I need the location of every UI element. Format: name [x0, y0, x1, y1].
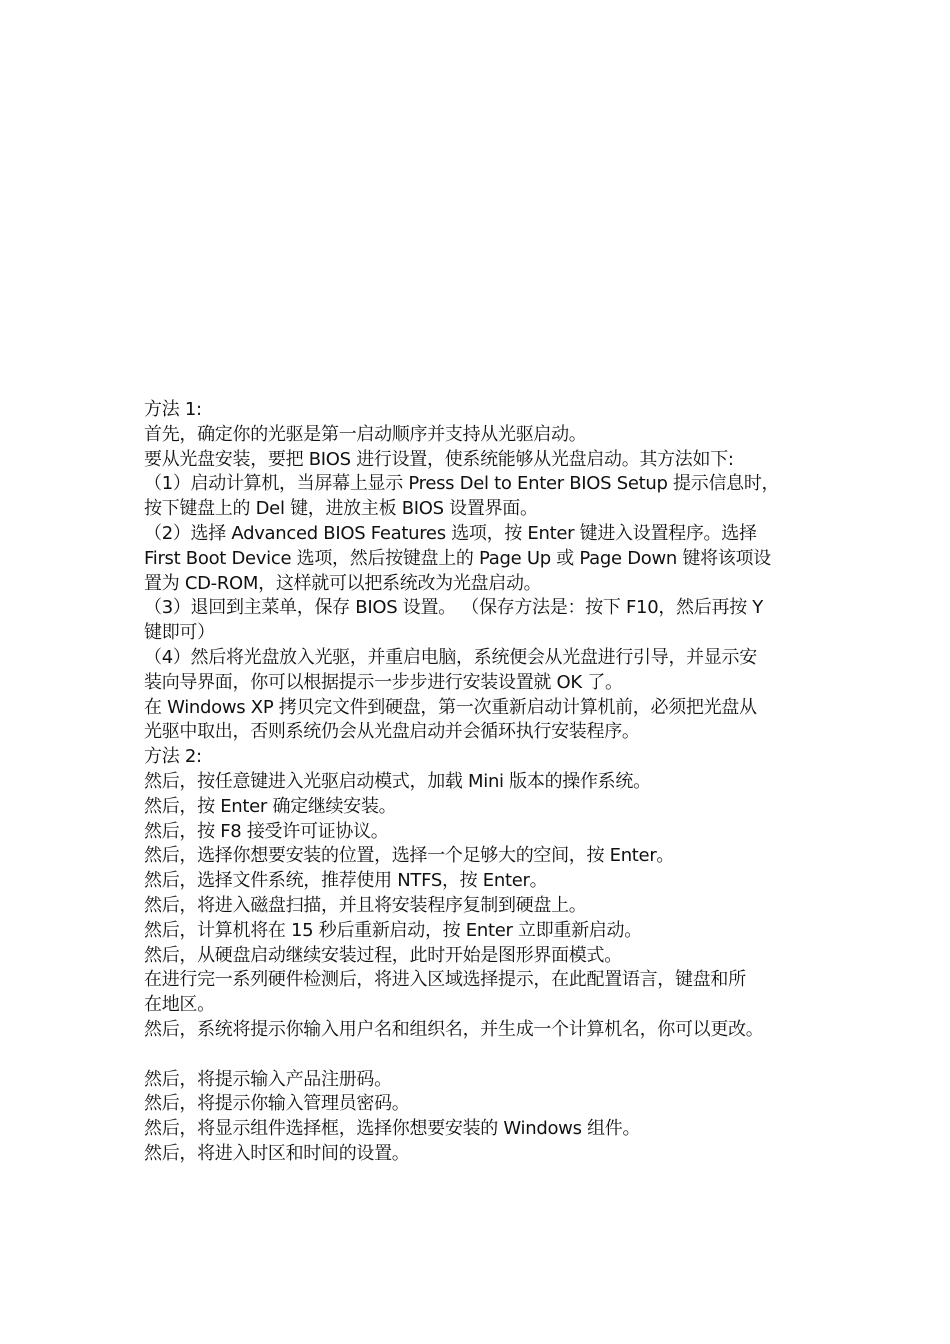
text-line: First Boot Device 选项，然后按键盘上的 Page Up 或 Page Down 键将该项设 [144, 547, 771, 569]
text-line: 然后，将进入磁盘扫描，并且将安装程序复制到硬盘上。 [144, 894, 587, 916]
text-line: 装向导界面，你可以根据提示一步步进行安装设置就 OK 了。 [144, 671, 623, 693]
text-line: 键即可） [144, 622, 215, 644]
text-line: 然后，系统将提示你输入用户名和组织名，并生成一个计算机名，你可以更改。 [144, 1018, 764, 1040]
text-line: 然后，选择你想要安装的位置，选择一个足够大的空间，按 Enter。 [144, 845, 675, 867]
text-line: 然后，按 F8 接受许可证协议。 [144, 820, 389, 842]
text-line: 光驱中取出，否则系统仍会从光盘启动并会循环执行安装程序。 [144, 721, 640, 743]
text-line: 在地区。 [144, 994, 215, 1016]
method-2-heading: 方法 2: [144, 746, 202, 768]
text-line: 在 Windows XP 拷贝完文件到硬盘，第一次重新启动计算机前，必须把光盘从 [144, 696, 757, 718]
document-body [144, 398, 814, 1167]
text-line: 然后，按 Enter 确定继续安装。 [144, 795, 397, 817]
text-line: 置为 CD-ROM，这样就可以把系统改为光盘启动。 [144, 572, 542, 594]
text-line: 然后，从硬盘启动继续安装过程，此时开始是图形界面模式。 [144, 944, 622, 966]
text-line: 然后，将提示输入产品注册码。 [144, 1068, 392, 1090]
blank-line [144, 1043, 814, 1068]
text-line: 首先，确定你的光驱是第一启动顺序并支持从光驱启动。 [144, 423, 587, 445]
text-line: 然后，按任意键进入光驱启动模式，加载 Mini 版本的操作系统。 [144, 770, 651, 792]
text-line: （4）然后将光盘放入光驱，并重启电脑，系统便会从光盘进行引导，并显示安 [144, 646, 757, 668]
text-line: 然后，选择文件系统，推荐使用 NTFS，按 Enter。 [144, 870, 548, 892]
text-line: （1）启动计算机，当屏幕上显示 Press Del to Enter BIOS Setup 提示信息时， [144, 473, 780, 495]
text-line: 然后，将显示组件选择框，选择你想要安装的 Windows 组件。 [144, 1118, 641, 1140]
text-line: 在进行完一系列硬件检测后，将进入区域选择提示，在此配置语言，键盘和所 [144, 969, 746, 991]
text-line: （3）退回到主菜单，保存 BIOS 设置。 （保存方法是：按下 F10，然后再按 Y [144, 597, 763, 619]
method-1-heading: 方法 1: [144, 399, 202, 420]
text-line: 然后，将进入时区和时间的设置。 [144, 1142, 410, 1164]
text-line: （2）选择 Advanced BIOS Features 选项，按 Enter 键进入设置程序。选择 [144, 522, 757, 544]
text-line: 然后，计算机将在 15 秒后重新启动，按 Enter 立即重新启动。 [144, 919, 642, 941]
text-line: 按下键盘上的 Del 键，进放主板 BIOS 设置界面。 [144, 498, 538, 520]
text-line: 要从光盘安装，要把 BIOS 进行设置，使系统能够从光盘启动。其方法如下: [144, 448, 734, 470]
text-line: 然后，将提示你输入管理员密码。 [144, 1093, 410, 1115]
